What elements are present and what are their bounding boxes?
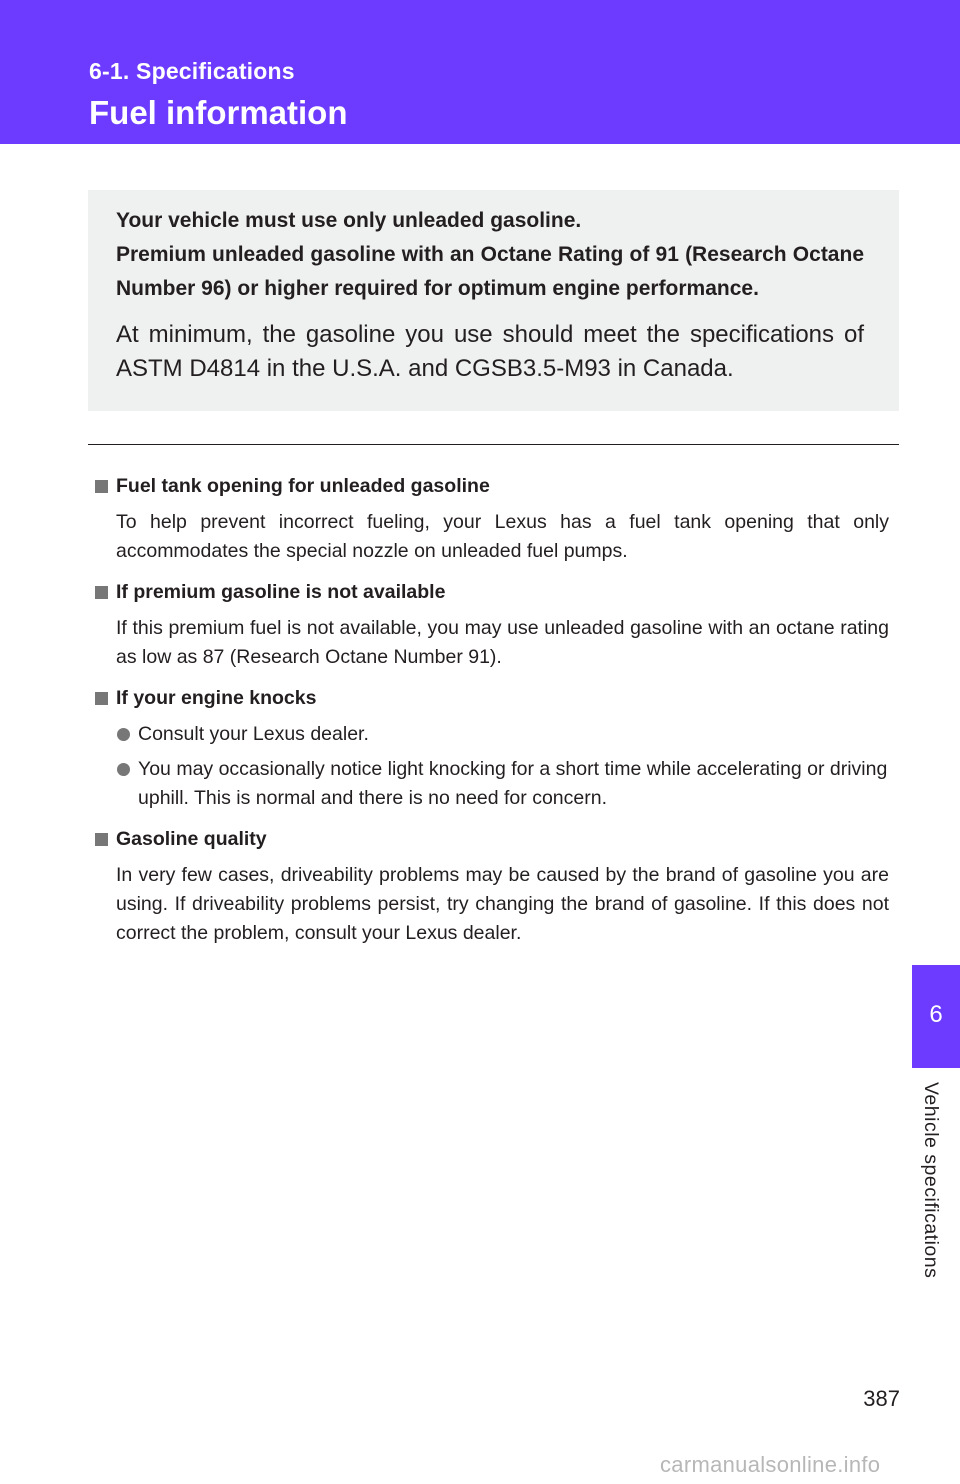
list-item — [116, 755, 889, 813]
notice-box — [88, 190, 899, 411]
item-heading — [95, 682, 889, 714]
page-title: Fuel information — [89, 94, 348, 131]
page-number: 387 — [863, 1386, 900, 1411]
square-bullet-icon — [95, 833, 108, 846]
notice-text-1: Your vehicle must use only unleaded gasoline. — [116, 209, 582, 232]
section-label: 6-1. Specifications — [89, 58, 295, 84]
chapter-label: Vehicle specifications — [920, 1082, 942, 1279]
watermark: carmanualsonline.info — [660, 1452, 881, 1477]
section-divider — [88, 444, 899, 445]
item-premium-not-available — [95, 576, 889, 672]
item-heading — [95, 470, 889, 502]
item-heading-text: Fuel tank opening for unleaded gasoline — [116, 475, 490, 497]
item-body: In very few cases, driveability problems may be caused by the brand of gasoline you are using. If driveability problems persist, try changing the brand of gasoline. If this does not correct the problem, consult your Lexus dealer. — [116, 864, 889, 944]
item-heading — [95, 823, 889, 855]
square-bullet-icon — [95, 692, 108, 705]
chapter-tab — [912, 965, 960, 1068]
item-heading — [95, 576, 889, 608]
item-fuel-tank-opening — [95, 470, 889, 566]
square-bullet-icon — [95, 480, 108, 493]
item-heading-text: If premium gasoline is not available — [116, 581, 446, 603]
item-body: To help prevent incorrect fueling, your Lexus has a fuel tank opening that only accommodates the special nozzle on unleaded fuel pumps. — [116, 511, 889, 562]
list-item-text: You may occasionally notice light knocking for a short time while accelerating or driving uphill. This is normal and there is no need for concern. — [138, 758, 888, 809]
square-bullet-icon — [95, 586, 108, 599]
notice-line-unleaded — [116, 204, 864, 306]
circle-bullet-icon — [117, 728, 130, 741]
item-heading-text: If your engine knocks — [116, 687, 317, 709]
page-header — [0, 0, 960, 144]
chapter-number: 6 — [929, 1001, 943, 1028]
notice-text-2: Premium unleaded gasoline with an Octane Rating of 91 (Research Octane Number 96) or higher required for optimum engine performance. — [116, 243, 864, 300]
item-engine-knocks — [95, 682, 889, 813]
content-body — [95, 470, 889, 958]
notice-text-3: At minimum, the gasoline you use should meet the specifications of ASTM D4814 in the U.S.A. and CGSB3.5-M93 in Canada. — [116, 321, 864, 382]
list-item — [116, 720, 889, 749]
item-heading-text: Gasoline quality — [116, 828, 267, 850]
circle-bullet-icon — [117, 763, 130, 776]
list-item-text: Consult your Lexus dealer. — [138, 723, 369, 745]
item-body: If this premium fuel is not available, you may use unleaded gasoline with an octane rating as low as 87 (Research Octane Number 91). — [116, 617, 889, 668]
item-gasoline-quality — [95, 823, 889, 948]
